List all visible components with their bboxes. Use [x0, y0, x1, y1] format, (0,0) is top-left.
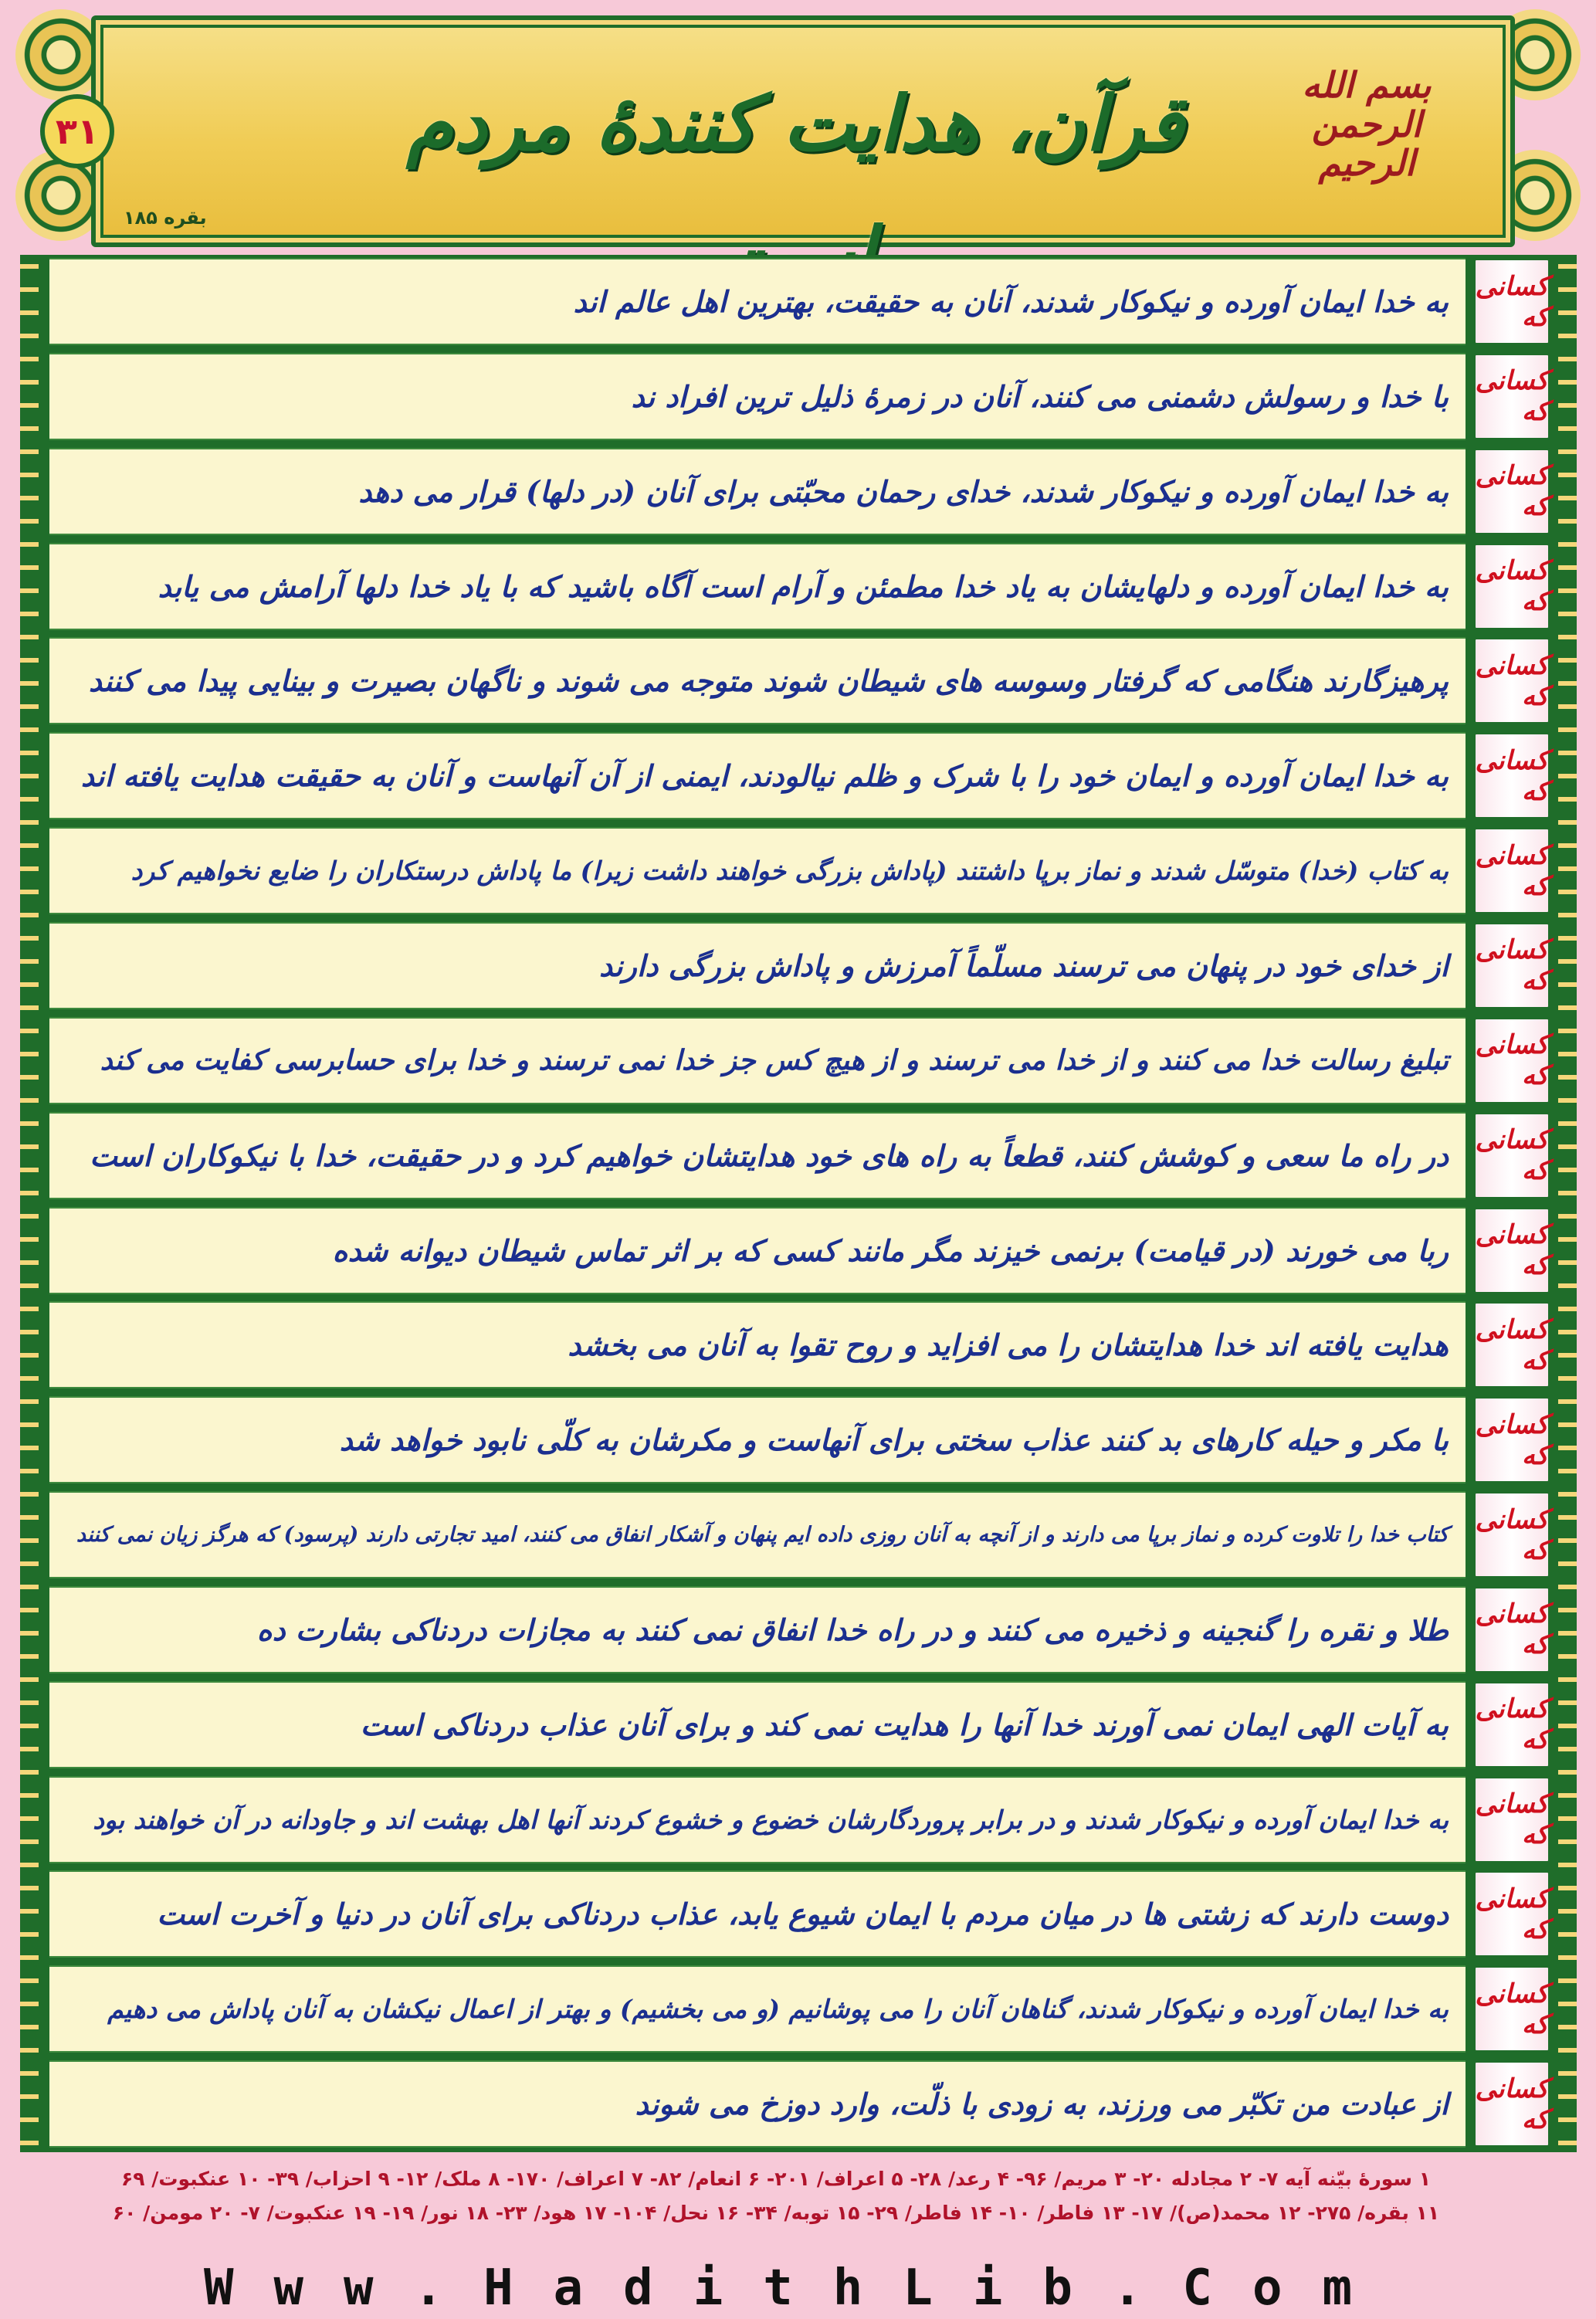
row-verse-text: به آیات الهی ایمان نمی آورند خدا آنها را هدایت نمی کند و برای آنان عذاب دردناکی است	[49, 1681, 1466, 1768]
row-verse-text: در راه ما سعی و کوشش کنند، قطعاً به راه های خود هدایتشان خواهیم کرد و در حقیقت، خدا با نیکوکاران است	[49, 1112, 1466, 1199]
table-row	[42, 824, 1555, 919]
page-number-badge: ۳۱	[40, 94, 114, 168]
row-label-tag: کسانی که	[1473, 1491, 1550, 1578]
row-verse-text: از عبادت من تکبّر می ورزند، به زودی با ذلّت، وارد دوزخ می شوند	[49, 2060, 1466, 2148]
table-row	[42, 255, 1555, 350]
row-label-tag: کسانی که	[1473, 1965, 1550, 2053]
row-label-tag: کسانی که	[1473, 1870, 1550, 1958]
table-row	[42, 2057, 1555, 2152]
row-label-tag: کسانی که	[1473, 637, 1550, 724]
row-label-tag: کسانی که	[1473, 1301, 1550, 1388]
table-row	[42, 919, 1555, 1014]
row-verse-text: کتاب خدا را تلاوت کرده و نماز برپا می دارند و از آنچه به آنان روزی داده ایم پنهان و آشکار انفاق می کنند، امید تجارتی دارند (پرسود) که هرگز زیان نمی کنند	[49, 1491, 1466, 1578]
row-label-tag: کسانی که	[1473, 2060, 1550, 2148]
row-label-tag: کسانی که	[1473, 258, 1550, 345]
reference-line: ۱ سورهٔ بیّنه آیه ۷- ۲ مجادله ۲۰- ۳ مریم/ ۹۶- ۴ رعد/ ۲۸- ۵ اعراف/ ۲۰۱- ۶ انعام/ ۸۲- ۷ اعراف/ ۱۷۰- ۸ ملک/ ۱۲- ۹ احزاب/ ۳۹- ۱۰ عنکبوت/ ۶۹	[121, 2168, 1431, 2190]
table-row	[42, 729, 1555, 824]
verses-table	[20, 255, 1577, 2152]
row-verse-text: به خدا ایمان آورده و دلهایشان به یاد خدا مطمئن و آرام است آگاه باشید که با یاد خدا دلها آرامش می یابد	[49, 543, 1466, 630]
table-row	[42, 1014, 1555, 1109]
row-verse-text: از خدای خود در پنهان می ترسند مسلّماً آمرزش و پاداش بزرگی دارند	[49, 922, 1466, 1009]
row-verse-text: هدایت یافته اند خدا هدایتشان را می افزاید و روح تقوا به آنان می بخشد	[49, 1301, 1466, 1388]
title-source-reference: بقره ۱۸۵	[124, 207, 207, 229]
table-row	[42, 1393, 1555, 1488]
table-row	[42, 1678, 1555, 1773]
table-row	[42, 1204, 1555, 1299]
table-row	[42, 1109, 1555, 1204]
row-verse-text: تبلیغ رسالت خدا می کنند و از خدا می ترسند و از هیچ کس جز خدا نمی ترسند و خدا برای حسابرسی کفایت می کند	[49, 1017, 1466, 1104]
row-label-tag: کسانی که	[1473, 1776, 1550, 1863]
row-verse-text: پرهیزگارند هنگامی که گرفتار وسوسه های شیطان شوند متوجه می شوند و ناگهان بصیرت و بینایی پیدا می کنند	[49, 637, 1466, 724]
row-verse-text: به خدا ایمان آورده و نیکوکار شدند، خدای رحمان محبّتی برای آنان (در دلها) قرار می دهد	[49, 448, 1466, 535]
page-title: قرآن، هدایت کنندهٔ مردم	[406, 80, 1184, 168]
row-label-tag: کسانی که	[1473, 1207, 1550, 1294]
row-verse-text: دوست دارند که زشتی ها در میان مردم با ایمان شیوع یابد، عذاب دردناکی برای آنان در دنیا و آخرت است	[49, 1870, 1466, 1958]
row-verse-text: با مکر و حیله کارهای بد کنند عذاب سختی برای آنهاست و مکرشان به کلّی نابود خواهد شد	[49, 1396, 1466, 1483]
verses-rows	[42, 255, 1555, 2152]
table-row	[42, 1962, 1555, 2057]
row-label-tag: کسانی که	[1473, 827, 1550, 914]
row-verse-text: طلا و نقره را گنجینه و ذخیره می کنند و در راه خدا انفاق نمی کنند به مجازات دردناکی بشارت ده	[49, 1586, 1466, 1673]
row-verse-text: به خدا ایمان آورده و ایمان خود را با شرک و ظلم نیالودند، ایمنی از آن آنهاست و آنان به حقیقت هدایت یافته اند	[49, 732, 1466, 819]
row-label-tag: کسانی که	[1473, 922, 1550, 1009]
references	[46, 2162, 1506, 2232]
row-verse-text: به کتاب (خدا) متوسّل شدند و نماز برپا داشتند (پاداش بزرگی خواهند داشت زیرا) ما پاداش درستکاران را ضایع نخواهیم کرد	[49, 827, 1466, 914]
row-verse-text: به خدا ایمان آورده و نیکوکار شدند، گناهان آنان را می پوشانیم (و می بخشیم) و بهتر از اعمال نیکشان به آنان پاداش می دهیم	[49, 1965, 1466, 2053]
table-row	[42, 540, 1555, 635]
website-url[interactable]: Www.HadithLib.Com	[203, 2260, 1393, 2317]
table-row	[42, 1583, 1555, 1678]
table-row	[42, 1867, 1555, 1962]
side-border-right	[1558, 255, 1577, 2152]
table-row	[42, 350, 1555, 445]
table-row	[42, 1488, 1555, 1583]
row-label-tag: کسانی که	[1473, 732, 1550, 819]
table-row	[42, 634, 1555, 729]
row-label-tag: کسانی که	[1473, 1017, 1550, 1104]
row-verse-text: ربا می خورند (در قیامت) برنمی خیزند مگر مانند کسی که بر اثر تماس شیطان دیوانه شده	[49, 1207, 1466, 1294]
row-label-tag: کسانی که	[1473, 448, 1550, 535]
row-label-tag: کسانی که	[1473, 353, 1550, 440]
side-border-left	[20, 255, 39, 2152]
row-label-tag: کسانی که	[1473, 1681, 1550, 1768]
row-verse-text: به خدا ایمان آورده و نیکوکار شدند و در برابر پروردگارشان خضوع و خشوع کردند آنها اهل بهشت اند و جاودانه در آن خواهند بود	[49, 1776, 1466, 1863]
row-verse-text: با خدا و رسولش دشمنی می کنند، آنان در زمرهٔ ذلیل ترین افراد ند	[49, 353, 1466, 440]
table-row	[42, 1773, 1555, 1868]
table-row	[42, 1298, 1555, 1393]
row-verse-text: به خدا ایمان آورده و نیکوکار شدند، آنان به حقیقت، بهترین اهل عالم اند	[49, 258, 1466, 345]
row-label-tag: کسانی که	[1473, 543, 1550, 630]
reference-line: ۱۱ بقره/ ۲۷۵- ۱۲ محمد(ص)/ ۱۷- ۱۳ فاطر/ ۱۰- ۱۴ فاطر/ ۲۹- ۱۵ توبه/ ۳۴- ۱۶ نحل/ ۱۰۴- ۱۷ هود/ ۲۳- ۱۸ نور/ ۱۹- ۱۹ عنکبوت/ ۷- ۲۰ مومن/ ۶۰	[112, 2202, 1440, 2224]
row-label-tag: کسانی که	[1473, 1586, 1550, 1673]
basmala-calligraphy: بسم الله الرحمن الرحیم	[1302, 64, 1432, 185]
table-row	[42, 445, 1555, 540]
row-label-tag: کسانی که	[1473, 1396, 1550, 1483]
row-label-tag: کسانی که	[1473, 1112, 1550, 1199]
header-banner	[0, 5, 1596, 249]
